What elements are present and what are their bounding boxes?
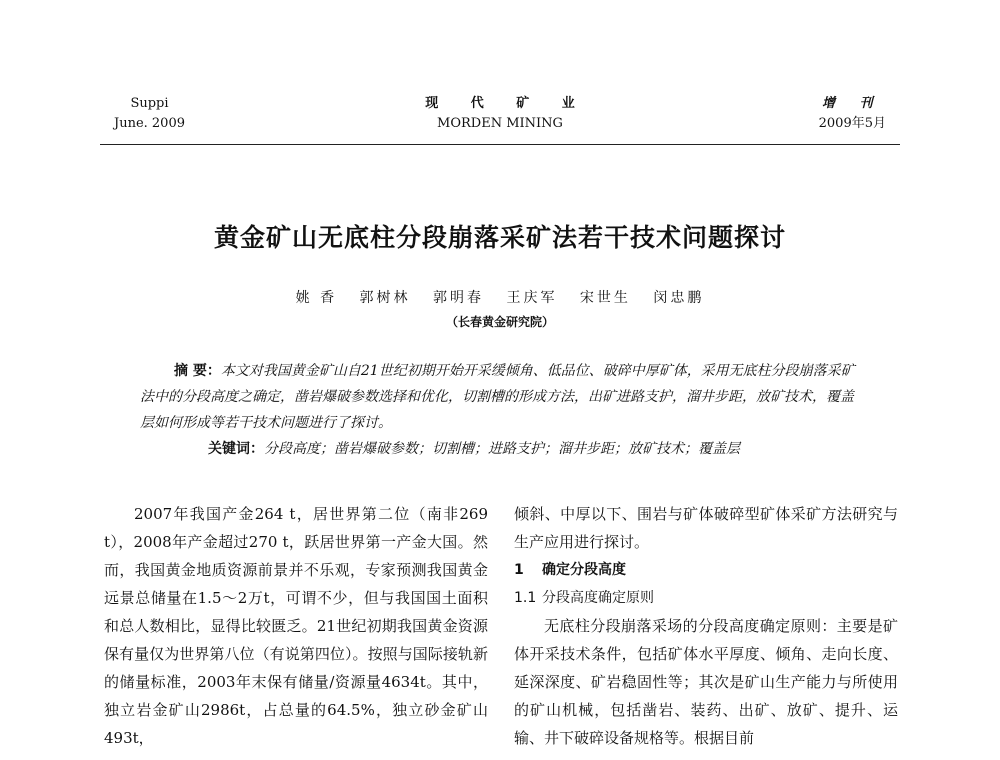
supplement-label-cn: 增 刊: [822, 96, 883, 111]
section-title: 确定分段高度: [542, 562, 626, 578]
left-column: [104, 500, 488, 752]
running-header: [100, 94, 900, 145]
author: 姚 香: [295, 290, 338, 306]
intro-paragraph: 2007年我国产金264 t，居世界第二位（南非269 t），2008年产金超过270 t，跃居世界第一产金大国。然而，我国黄金地质资源前景并不乐观，专家预测我国黄金远景总储量在1.5～2万t，可谓不少，但与我国国土面积和总人数相比，显得比较匮乏。21世纪初期我国黄金资源保有量仅为世界第八位（有说第四位）。按照与国际接轨新的储量标准，2003年末保有储量/资源量4634t。其中，独立岩金矿山2986t，占总量的64.5%，独立砂金矿山493t，: [104, 505, 488, 747]
section-number: 1: [514, 562, 524, 578]
author: 王庆军: [506, 290, 558, 306]
issue-date-cn: 2009年5月: [818, 116, 886, 131]
author: 郭树林: [359, 290, 411, 306]
article-title: 黄金矿山无底柱分段崩落采矿法若干技术问题探讨: [213, 223, 786, 252]
author: 闵忠鹏: [653, 290, 705, 306]
abstract-label: 摘 要：: [174, 363, 221, 379]
section-paragraph: 无底柱分段崩落采场的分段高度确定原则：主要是矿体开采技术条件，包括矿体水平厚度、倾角、走向长度、延深深度、矿岩稳固性等；其次是矿山生产能力与所使用的矿山机械，包括凿岩、装药、出矿、放矿、提升、运输、井下破碎设备规格等。根据目前: [514, 617, 898, 747]
supplement-label: Suppi: [130, 96, 169, 111]
author: 郭明春: [433, 290, 484, 306]
right-column: [514, 500, 898, 752]
author-list: [0, 287, 1000, 307]
journal-name-en: MORDEN MINING: [437, 116, 563, 131]
abstract-paragraph: [140, 358, 862, 436]
abstract-text: 本文对我国黄金矿山自21世纪初期开始开采缓倾角、低品位、破碎中厚矿体，采用无底柱分段崩落采矿法中的分段高度之确定，凿岩爆破参数选择和优化，切割槽的形成方法，出矿进路支护，溜井步距，放矿技术，覆盖层如何形成等若干技术问题进行了探讨。: [140, 363, 855, 431]
author-affiliation: （长春黄金研究院）: [445, 315, 554, 329]
author: 宋世生: [579, 290, 631, 306]
section-heading: [514, 556, 898, 584]
keywords-paragraph: [140, 436, 862, 462]
journal-issue-info-cn: [819, 94, 886, 134]
journal-name-cn: 现 代 矿 业: [425, 96, 589, 111]
issue-date-en: June. 2009: [114, 116, 185, 131]
subsection-heading: [514, 584, 898, 612]
subsection-number: 1.1: [514, 590, 537, 606]
body-columns: [100, 500, 900, 760]
journal-name: [100, 94, 900, 134]
keywords-text: 分段高度；凿岩爆破参数；切割槽；进路支护；溜井步距；放矿技术；覆盖层: [264, 441, 740, 457]
abstract-block: [140, 358, 862, 462]
keywords-label: 关键词：: [208, 441, 264, 457]
subsection-title: 分段高度确定原则: [542, 590, 654, 606]
continued-paragraph: 倾斜、中厚以下、围岩与矿体破碎型矿体采矿方法研究与生产应用进行探讨。: [514, 505, 898, 551]
